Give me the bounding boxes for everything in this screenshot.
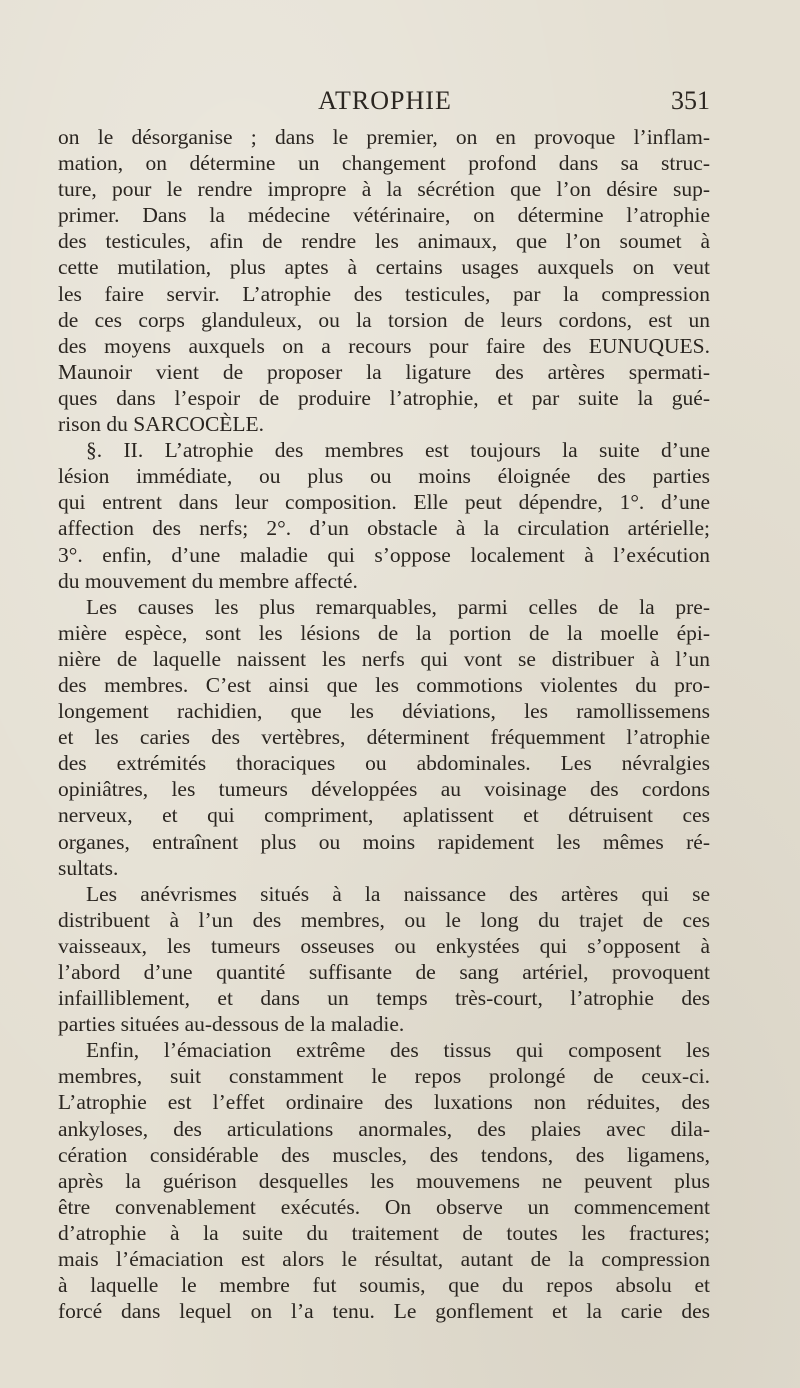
text-line: cette mutilation, plus aptes à certains usages auxquels on veut bbox=[58, 255, 710, 280]
text-line: Maunoir vient de proposer la ligature des artères spermati- bbox=[58, 359, 710, 384]
text-line: parties situées au-dessous de la maladie. bbox=[58, 1012, 405, 1037]
text-line: de ces corps glanduleux, ou la torsion de leurs cordons, est un bbox=[58, 307, 710, 332]
text-line: forcé dans lequel on l’a tenu. Le gonflement et la carie des bbox=[58, 1299, 710, 1324]
text-line: des membres. C’est ainsi que les commotions violentes du pro- bbox=[58, 672, 710, 697]
text-line: vaisseaux, les tumeurs osseuses ou enkystées qui s’opposent à bbox=[58, 933, 710, 958]
text-line: lésion immédiate, ou plus ou moins éloignée des parties bbox=[58, 464, 710, 489]
page-header bbox=[60, 86, 710, 126]
text-line: sultats. bbox=[58, 855, 119, 880]
text-line: des extrémités thoraciques ou abdominales. Les névralgies bbox=[58, 751, 710, 776]
text-line: nière de laquelle naissent les nerfs qui vont se distribuer à l’un bbox=[58, 646, 710, 671]
text-line: opiniâtres, les tumeurs développées au voisinage des cordons bbox=[58, 777, 710, 802]
text-line: après la guérison desquelles les mouvemens ne peuvent plus bbox=[58, 1168, 710, 1193]
text-line: on le désorganise ; dans le premier, on en provoque l’inflam- bbox=[58, 125, 710, 149]
text-line: infailliblement, et dans un temps très-court, l’atrophie des bbox=[58, 986, 710, 1011]
text-line: rison du SARCOCÈLE. bbox=[58, 412, 265, 437]
running-title: ATROPHIE bbox=[318, 86, 452, 115]
text-line: ankyloses, des articulations anormales, des plaies avec dila- bbox=[58, 1116, 710, 1141]
text-line: nerveux, et qui compriment, aplatissent et détruisent ces bbox=[58, 803, 710, 828]
text-line: L’atrophie est l’effet ordinaire des luxations non réduites, des bbox=[58, 1090, 710, 1115]
text-line: cération considérable des muscles, des tendons, des ligamens, bbox=[58, 1142, 710, 1167]
text-line: Les causes les plus remarquables, parmi celles de la pre- bbox=[86, 594, 710, 619]
text-line: du mouvement du membre affecté. bbox=[58, 568, 358, 593]
text-line: §. II. L’atrophie des membres est toujours la suite d’une bbox=[86, 438, 710, 463]
text-line: affection des nerfs; 2°. d’un obstacle à la circulation artérielle; bbox=[58, 516, 710, 541]
text-line: mation, on détermine un changement profond dans sa struc- bbox=[58, 151, 710, 176]
text-line: des moyens auxquels on a recours pour faire des EUNUQUES. bbox=[58, 333, 710, 358]
text-line: 3°. enfin, d’une maladie qui s’oppose localement à l’exécution bbox=[58, 542, 710, 567]
text-line: l’abord d’une quantité suffisante de sang artériel, provoquent bbox=[58, 960, 710, 984]
text-line: Enfin, l’émaciation extrême des tissus qui composent les bbox=[86, 1038, 710, 1063]
text-line: distribuent à l’un des membres, ou le long du trajet de ces bbox=[58, 907, 710, 932]
text-line: qui entrent dans leur composition. Elle peut dépendre, 1°. d’une bbox=[58, 490, 710, 515]
text-line: d’atrophie à la suite du traitement de toutes les fractures; bbox=[58, 1220, 710, 1245]
text-line: et les caries des vertèbres, déterminent fréquemment l’atrophie bbox=[58, 725, 710, 750]
text-line: mière espèce, sont les lésions de la portion de la moelle épi- bbox=[58, 620, 710, 645]
text-line: membres, suit constamment le repos prolongé de ceux-ci. bbox=[58, 1064, 710, 1089]
text-line: à laquelle le membre fut soumis, que du repos absolu et bbox=[58, 1273, 710, 1298]
text-line: Les anévrismes situés à la naissance des artères qui se bbox=[86, 881, 710, 906]
text-line: mais l’émaciation est alors le résultat, autant de la compression bbox=[58, 1247, 710, 1272]
text-line: des testicules, afin de rendre les animaux, que l’on soumet à bbox=[58, 229, 710, 254]
text-line: ques dans l’espoir de produire l’atrophie, et par suite la gué- bbox=[58, 385, 710, 410]
text-line: être convenablement exécutés. On observe un commencement bbox=[58, 1194, 710, 1219]
text-line: les faire servir. L’atrophie des testicules, par la compression bbox=[58, 281, 710, 306]
body-text bbox=[58, 124, 710, 1324]
text-line: longement rachidien, que les déviations, les ramollissemens bbox=[58, 699, 710, 724]
text-line: primer. Dans la médecine vétérinaire, on détermine l’atrophie bbox=[58, 203, 710, 228]
text-line: organes, entraînent plus ou moins rapidement les mêmes ré- bbox=[58, 829, 710, 854]
text-line: ture, pour le rendre impropre à la sécrétion que l’on désire sup- bbox=[58, 177, 710, 202]
page-number: 351 bbox=[671, 86, 710, 115]
